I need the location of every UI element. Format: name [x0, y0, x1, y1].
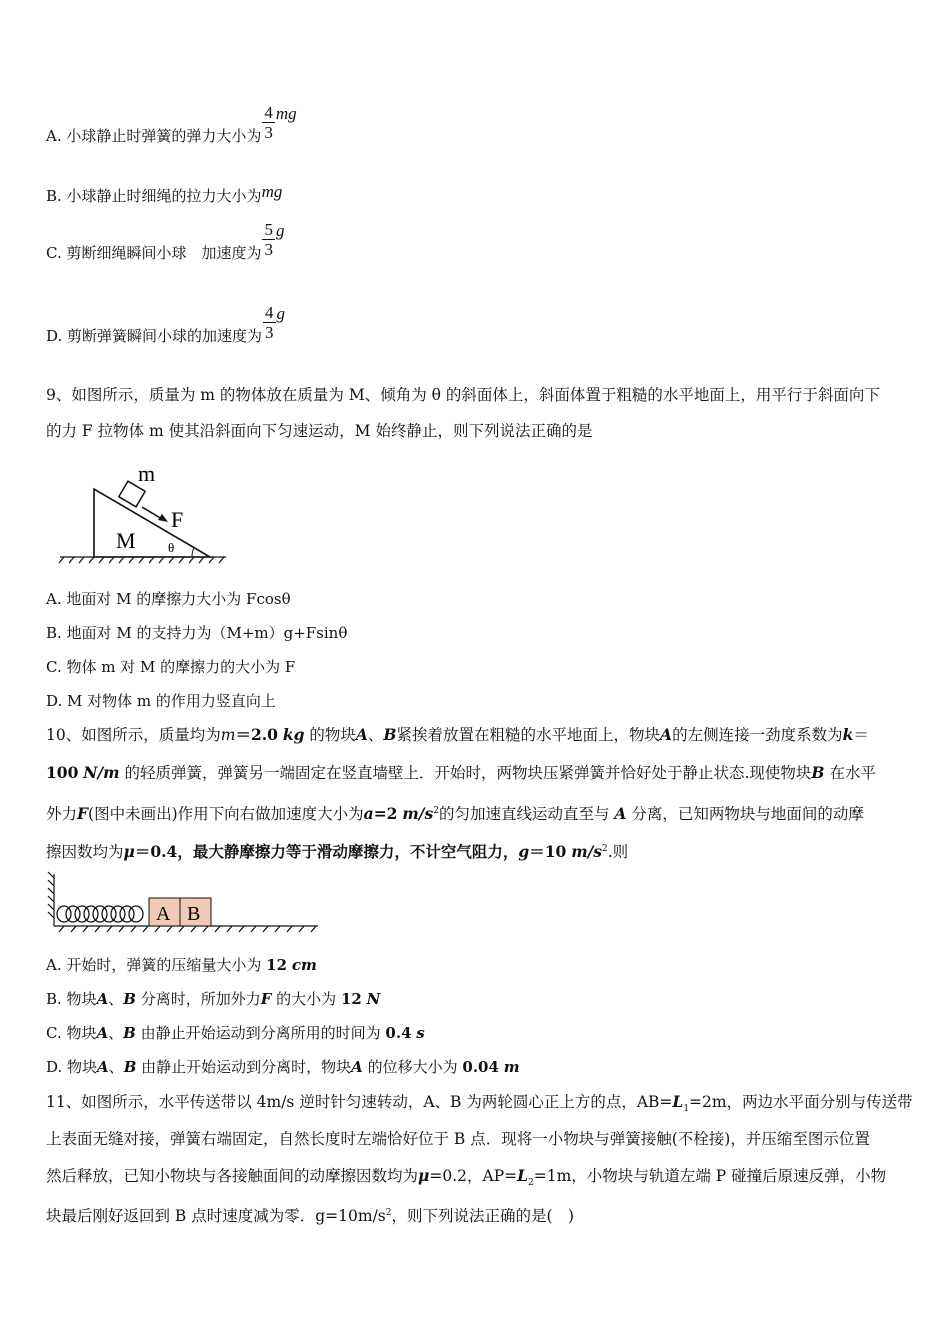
q10-stem-line1: 10、如图所示，质量均为m＝2.0 kg 的物块A、B紧挨着放置在粗糙的水平地面上，物块A的左侧连接一劲度系数为k＝ [46, 725, 869, 744]
option-text: D. 剪断弹簧瞬间小球的加速度为 [46, 326, 263, 345]
label-A: A [156, 903, 171, 925]
q9-option-b: B. 地面对 M 的支持力为（M+m）g+Fsinθ [46, 624, 348, 642]
incline-figure [58, 460, 238, 570]
q10-stem-line4: 擦因数均为μ＝0.4，最大静摩擦力等于滑动摩擦力，不计空气阻力，g＝10 $m/s^2$.则 [46, 842, 629, 862]
q9-option-c: C. 物体 m 对 M 的摩擦力的大小为 F [46, 658, 296, 676]
angle-arc [192, 548, 194, 557]
q11-stem-line3: 然后释放，已知小物块与各接触面间的动摩擦因数均为μ=0.2，$AP=L_2=1m$，小物块与轨道左端 P 碰撞后原速反弹，小物 [46, 1166, 887, 1189]
fraction: $\frac{5}{3}$ [264, 220, 273, 259]
option-text: A. 小球静止时弹簧的弹力大小为 [46, 126, 262, 145]
option-8d: D. 剪断弹簧瞬间小球的加速度为 $\frac{4}{3}$ g [46, 303, 286, 345]
incline-body [94, 489, 210, 557]
q9-option-d: D. M 对物体 m 的作用力竖直向上 [46, 692, 276, 710]
spring-block-figure [44, 870, 324, 936]
option-text: B. 小球静止时细绳的拉力大小为 [46, 187, 262, 205]
option-8b: B. 小球静止时细绳的拉力大小为mg [46, 182, 283, 205]
force-arrow [142, 507, 162, 519]
q11-stem-line4: 块最后刚好返回到 B 点时速度减为零．$g=10m/s^2$，则下列说法正确的是( ) [46, 1207, 575, 1226]
label-M: M [116, 528, 136, 553]
q11-stem-line1: 11、如图所示，水平传送带以 4m/s 逆时针匀速转动，A、B 为两轮圆心正上方的点，$AB=L_1=2m$，两边水平面分别与传送带 [46, 1092, 913, 1115]
spring [57, 906, 143, 922]
q11-stem-line2: 上表面无缝对接，弹簧右端固定，自然长度时左端恰好位于 B 点．现将一小物块与弹簧接触(不栓接)，并压缩至图示位置 [46, 1130, 870, 1148]
fraction: $\frac{4}{3}$ [264, 103, 273, 142]
ground-hatch [59, 557, 226, 563]
wall-hatch [48, 872, 54, 926]
fraction: $\frac{4}{3}$ [265, 303, 274, 342]
label-m: m [138, 461, 156, 486]
q10-stem-line2: 100 N/m 的轻质弹簧，弹簧另一端固定在竖直墙壁上．开始时，两物块压紧弹簧并恰好处于静止状态.现使物块B 在水平 [46, 763, 876, 782]
label-F: F [171, 507, 184, 532]
label-theta: θ [168, 540, 175, 555]
option-text: C. 剪断细绳瞬间小球 加速度为 [46, 243, 262, 262]
q10-option-b: B. 物块A、B 分离时，所加外力F 的大小为 12 N [46, 990, 381, 1008]
q10-option-c: C. 物块A、B 由静止开始运动到分离所用的时间为 0.4 s [46, 1024, 425, 1042]
force-arrowhead [158, 514, 168, 522]
q9-option-a: A. 地面对 M 的摩擦力大小为 Fcosθ [46, 590, 291, 608]
q10-option-d: D. 物块A、B 由静止开始运动到分离时，物块A 的位移大小为 0.04 m [46, 1058, 520, 1076]
q10-stem-line3: 外力F(图中未画出)作用下向右做加速度大小为a=2 $m/s^2$的匀加速直线运动直至与 A 分离，已知两物块与地面间的动摩 [46, 804, 864, 824]
q10-option-a: A. 开始时，弹簧的压缩量大小为 12 cm [46, 956, 317, 974]
q9-stem-line1: 9、如图所示，质量为 m 的物体放在质量为 M、倾角为 θ 的斜面体上，斜面体置于粗糙的水平地面上，用平行于斜面向下 [46, 386, 880, 404]
option-8a: A. 小球静止时弹簧的弹力大小为 $\frac{4}{3}$ mg [46, 103, 297, 145]
label-B: B [187, 903, 201, 925]
option-8c: C. 剪断细绳瞬间小球 加速度为 $\frac{5}{3}$ g [46, 220, 285, 262]
floor-hatch [54, 926, 318, 932]
q9-stem-line2: 的力 F 拉物体 m 使其沿斜面向下匀速运动，M 始终静止，则下列说法正确的是 [46, 422, 593, 440]
